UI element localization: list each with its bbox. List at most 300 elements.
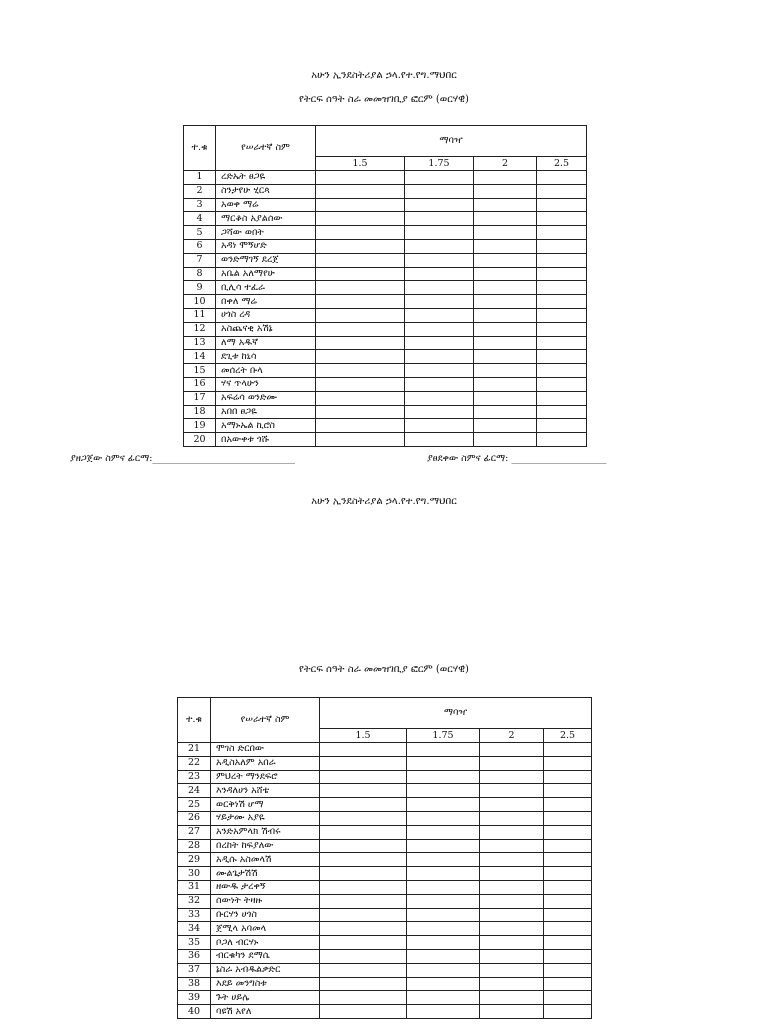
rate-cell [544,811,592,825]
rate-cell [407,894,480,908]
col-header-name: የሠራተኛ ስም [211,698,320,743]
rate-cell [480,825,544,839]
rate-cell [480,798,544,812]
rate-cell [405,405,474,419]
table-row [178,853,592,867]
overtime-table-2 [177,697,592,1019]
row-number: 3 [184,198,216,212]
col-header-name: የሠራተኛ ስም [216,126,316,171]
rate-cell [405,336,474,350]
overtime-table-1 [183,125,587,447]
employee-name: ብርቁካን ደማሴ [211,949,320,963]
rate-cell [480,991,544,1005]
row-number: 36 [178,949,211,963]
rate-cell [316,198,405,212]
row-number: 19 [184,419,216,433]
rate-cell [544,880,592,894]
rate-cell [544,825,592,839]
rate-cell [537,198,587,212]
row-number: 24 [178,784,211,798]
rate-cell [537,322,587,336]
rate-cell [316,295,405,309]
rate-cell [537,308,587,322]
table-row [178,991,592,1005]
rate-cell [407,784,480,798]
row-number: 39 [178,991,211,1005]
employee-name: ሰውነት ትዛዙ [211,894,320,908]
rate-cell [320,770,407,784]
rate-cell [480,867,544,881]
employee-name: ጉት ሀይሌ [211,991,320,1005]
table-row [184,295,587,309]
rate-cell [407,798,480,812]
form-title-2: የትርፍ ሰዓት ስራ መመዝገቢያ ፎርም (ወርሃዊ) [299,664,469,675]
col-header-no: ተ.ቁ [184,126,216,171]
rate-cell [480,908,544,922]
rate-cell [320,811,407,825]
rate-cell [544,867,592,881]
rate-cell [544,922,592,936]
table-row [178,1005,592,1019]
rate-cell [407,1005,480,1019]
row-number: 34 [178,922,211,936]
rate-cell [316,336,405,350]
rate-cell [316,419,405,433]
rate-cell [316,171,405,185]
rate-cell [405,267,474,281]
org-title-2: አሁን ኢንደስትሪያል ኃላ.የተ.የግ.ማህበር [311,496,457,507]
employee-name: አዳነ ሞኝሆድ [216,239,316,253]
rate-cell [407,867,480,881]
rate-cell [544,756,592,770]
rate-cell [474,433,537,447]
rate-cell [474,281,537,295]
employee-name: እንዳለሀን አሸቴ [211,784,320,798]
rate-cell [544,839,592,853]
table-row [184,308,587,322]
rate-cell [405,433,474,447]
rate-cell [316,281,405,295]
rate-cell [537,405,587,419]
rate-cell [320,853,407,867]
table-row [178,867,592,881]
table-row [184,253,587,267]
employee-name: አማኑኤል ኪሮስ [216,419,316,433]
employee-name: ጋሻው ወበት [216,226,316,240]
employee-name: አስጨናቂ አሽኔ [216,322,316,336]
rate-cell [474,308,537,322]
table-row [178,963,592,977]
row-number: 5 [184,226,216,240]
row-number: 15 [184,364,216,378]
rate-cell [474,391,537,405]
rate-cell [405,308,474,322]
rate-cell [405,212,474,226]
table-row [178,894,592,908]
rate-cell [474,350,537,364]
table-row [178,922,592,936]
row-number: 25 [178,798,211,812]
form-title-1: የትርፍ ሰዓት ስራ መመዝገቢያ ፎርም (ወርሃዊ) [299,94,469,105]
table-row [184,281,587,295]
rate-cell [480,853,544,867]
rate-cell [320,798,407,812]
rate-cell [320,936,407,950]
row-number: 37 [178,963,211,977]
rate-cell [405,239,474,253]
employee-name: ቡርሃን ሀጎስ [211,908,320,922]
employee-name: ምህረት ማንደፍሮ [211,770,320,784]
rate-cell [316,350,405,364]
row-number: 22 [178,756,211,770]
table-row [178,908,592,922]
row-number: 14 [184,350,216,364]
rate-cell [474,171,537,185]
table-row [178,811,592,825]
rate-cell [480,936,544,950]
rate-cell [316,377,405,391]
row-number: 1 [184,171,216,185]
employee-name: ቢሊሳ ተፈራ [216,281,316,295]
rate-cell [480,811,544,825]
row-number: 31 [178,880,211,894]
rate-cell [544,977,592,991]
rate-2: 2 [480,729,544,743]
row-number: 11 [184,308,216,322]
rate-cell [407,756,480,770]
rate-cell [480,756,544,770]
rate-cell [407,853,480,867]
rate-cell [537,336,587,350]
employee-name: መሰረት ቡላ [216,364,316,378]
rate-cell [320,991,407,1005]
rate-cell [544,798,592,812]
rate-cell [407,770,480,784]
table-row [184,322,587,336]
rate-cell [537,171,587,185]
table-row [184,405,587,419]
row-number: 17 [184,391,216,405]
table-row [178,949,592,963]
rate-cell [405,350,474,364]
rate-cell [480,770,544,784]
table-row [178,743,592,757]
rate-cell [474,322,537,336]
employee-name: ዘውዱ ታረቀኝ [211,880,320,894]
rate-cell [480,784,544,798]
employee-name: ረድኤት ፀጋዬ [216,171,316,185]
employee-name: በአውቀቱ ጎሹ [216,433,316,447]
rate-cell [480,949,544,963]
row-number: 30 [178,867,211,881]
employee-name: ደጊቱ ከኒሳ [216,350,316,364]
rate-cell [316,212,405,226]
table-row [178,825,592,839]
rate-cell [405,419,474,433]
employee-name: እደይ መንግስቱ [211,977,320,991]
table-row [184,364,587,378]
table-row [184,184,587,198]
rate-cell [544,894,592,908]
rate-cell [480,963,544,977]
rate-cell [320,1005,407,1019]
employee-name: በረከት ከፍያለው [211,839,320,853]
org-title-1: አሁን ኢንደስትሪያል ኃላ.የተ.የግ.ማህበር [311,70,457,81]
table-row [178,770,592,784]
employee-name: አዲስአለም አበራ [211,756,320,770]
rate-cell [320,867,407,881]
table-row [184,239,587,253]
rate-cell [320,908,407,922]
rate-cell [405,295,474,309]
employee-name: ወንድማገኝ ደረጀ [216,253,316,267]
row-number: 27 [178,825,211,839]
table-row [184,419,587,433]
employee-name: ሃና ጥላሁን [216,377,316,391]
rate-cell [320,977,407,991]
rate-cell [544,991,592,1005]
row-number: 16 [184,377,216,391]
rate-cell [474,226,537,240]
table-row [184,198,587,212]
rate-cell [320,756,407,770]
rate-cell [544,743,592,757]
employee-name: በቀለ ማሬ [216,295,316,309]
rate-cell [316,239,405,253]
rate-cell [480,839,544,853]
rate-cell [544,770,592,784]
rate-cell [316,391,405,405]
table-row [178,839,592,853]
rate-cell [544,853,592,867]
rate-cell [544,936,592,950]
row-number: 6 [184,239,216,253]
prepared-by-signature: ያዘጋጀው ስምና ፊርማ:______________________________ [70,453,295,464]
table-row [178,798,592,812]
rate-cell [405,391,474,405]
rate-cell [474,198,537,212]
employee-name: ስንታየሁ ሂርጳ [216,184,316,198]
rate-cell [537,364,587,378]
row-number: 7 [184,253,216,267]
rate-cell [480,880,544,894]
row-number: 33 [178,908,211,922]
rate-cell [474,336,537,350]
employee-name: ሞገስ ድርበው [211,743,320,757]
rate-cell [316,364,405,378]
rate-cell [537,350,587,364]
rate-cell [316,253,405,267]
rate-cell [544,1005,592,1019]
rate-cell [407,977,480,991]
employee-name: አዲሱ አስመላሽ [211,853,320,867]
table-row [184,350,587,364]
table-row [178,784,592,798]
employee-name: ጀሚላ አባመላ [211,922,320,936]
rate-cell [316,433,405,447]
rate-cell [320,839,407,853]
rate-cell [405,281,474,295]
col-header-no: ተ.ቁ [178,698,211,743]
rate-cell [474,295,537,309]
rate-cell [316,226,405,240]
table-row [184,391,587,405]
rate-cell [320,880,407,894]
rate-cell [407,825,480,839]
rate-cell [320,922,407,936]
employee-name: ወርቅነሽ ሆማ [211,798,320,812]
employee-name: አወቀ ማሬ [216,198,316,212]
employee-name: ሃይታሙ አያዬ [211,811,320,825]
row-number: 38 [178,977,211,991]
rate-cell [474,267,537,281]
row-number: 2 [184,184,216,198]
employee-name: ሀጎስ ረዳ [216,308,316,322]
rate-cell [407,839,480,853]
rate-2: 2 [474,157,537,171]
table-row [184,377,587,391]
rate-cell [544,908,592,922]
rate-cell [407,991,480,1005]
rate-cell [407,922,480,936]
employee-name: አፍሬሳ ወንድሙ [216,391,316,405]
employee-name: ማርቆስ አያልሰው [216,212,316,226]
rate-cell [537,419,587,433]
rate-cell [480,743,544,757]
rate-cell [316,267,405,281]
col-header-rate: ማባዣ [320,698,592,729]
table-row [184,267,587,281]
rate-cell [316,322,405,336]
rate-cell [474,419,537,433]
rate-cell [320,949,407,963]
rate-cell [320,963,407,977]
rate-cell [407,936,480,950]
table-row [178,936,592,950]
rate-cell [316,308,405,322]
rate-cell [405,377,474,391]
rate-cell [316,184,405,198]
rate-cell [320,743,407,757]
rate-cell [407,880,480,894]
table-row [184,433,587,447]
rate-cell [537,267,587,281]
row-number: 35 [178,936,211,950]
table-row [184,336,587,350]
employee-name: አበበ ፀጋዬ [216,405,316,419]
rate-cell [405,253,474,267]
rate-cell [480,922,544,936]
row-number: 10 [184,295,216,309]
row-number: 4 [184,212,216,226]
rate-cell [320,825,407,839]
rate-cell [537,377,587,391]
rate-cell [537,184,587,198]
employee-name: አቤል አለማየሁ [216,267,316,281]
rate-cell [407,908,480,922]
row-number: 12 [184,322,216,336]
rate-cell [474,212,537,226]
rate-cell [407,811,480,825]
rate-cell [480,894,544,908]
rate-cell [544,949,592,963]
rate-cell [480,977,544,991]
rate-2-5: 2.5 [537,157,587,171]
table-row [178,756,592,770]
employee-name: ባዩሽ አየለ [211,1005,320,1019]
row-number: 8 [184,267,216,281]
rate-cell [474,405,537,419]
rate-cell [405,226,474,240]
row-number: 28 [178,839,211,853]
rate-cell [405,184,474,198]
rate-cell [474,364,537,378]
rate-cell [474,253,537,267]
rate-cell [480,1005,544,1019]
rate-cell [537,295,587,309]
table-row [178,880,592,894]
row-number: 9 [184,281,216,295]
rate-1-75: 1.75 [405,157,474,171]
rate-2-5: 2.5 [544,729,592,743]
rate-cell [405,364,474,378]
rate-cell [537,226,587,240]
rate-cell [316,405,405,419]
rate-1-5: 1.5 [320,729,407,743]
rate-cell [407,949,480,963]
table-row [184,171,587,185]
row-number: 23 [178,770,211,784]
row-number: 21 [178,743,211,757]
rate-cell [537,391,587,405]
row-number: 29 [178,853,211,867]
rate-cell [474,184,537,198]
approved-by-signature: ያፀደቀው ስምና ፊርማ: ____________________ [427,453,607,464]
rate-cell [407,963,480,977]
rate-cell [474,377,537,391]
row-number: 26 [178,811,211,825]
rate-cell [405,171,474,185]
rate-cell [474,239,537,253]
rate-cell [537,433,587,447]
employee-name: ኔስራ አብዱልቃድር [211,963,320,977]
rate-cell [407,743,480,757]
table-row [178,977,592,991]
rate-1-5: 1.5 [316,157,405,171]
rate-cell [537,239,587,253]
rate-cell [320,894,407,908]
row-number: 18 [184,405,216,419]
rate-cell [405,198,474,212]
rate-cell [544,784,592,798]
col-header-rate: ማባዣ [316,126,587,157]
row-number: 13 [184,336,216,350]
rate-cell [320,784,407,798]
employee-name: ቦጋለ ብርሃኑ [211,936,320,950]
table-row [184,226,587,240]
rate-cell [405,322,474,336]
row-number: 40 [178,1005,211,1019]
rate-cell [537,253,587,267]
row-number: 20 [184,433,216,447]
employee-name: አንድአምላክ ሽብሩ [211,825,320,839]
rate-cell [537,281,587,295]
rate-1-75: 1.75 [407,729,480,743]
employee-name: ለማ አዱኛ [216,336,316,350]
rate-cell [537,212,587,226]
rate-cell [544,963,592,977]
employee-name: ሙልጌታሽሽ [211,867,320,881]
